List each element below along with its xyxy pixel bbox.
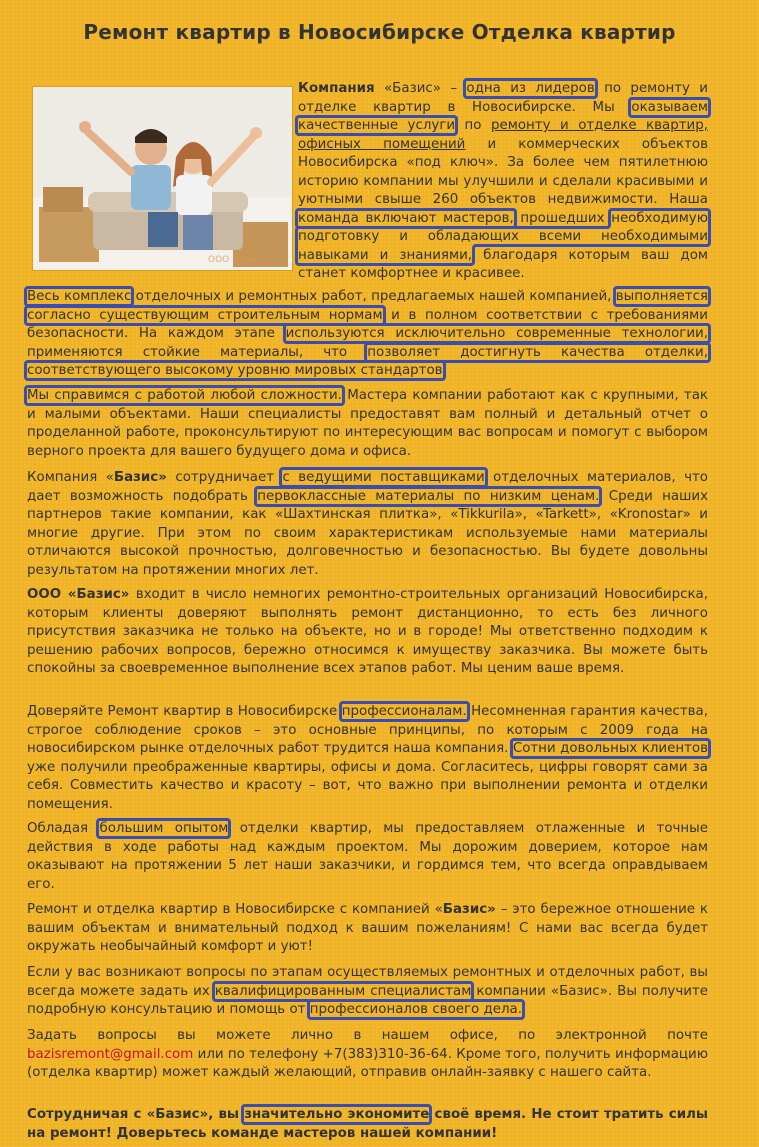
link-remote[interactable]: ремонт дистанционно	[351, 605, 519, 621]
highlight: первоклассные материалы по низким ценам.	[257, 488, 600, 504]
link-customers[interactable]: наши заказчики	[274, 858, 391, 873]
highlight: большим опытом	[99, 821, 229, 836]
link-renovation[interactable]: ремонту и отделке квартир, офисных помещений	[298, 118, 708, 152]
highlight: Весь комплекс	[27, 289, 132, 304]
highlight: оказываем качественные услуги	[298, 99, 708, 133]
highlight: квалифицированным специалистам	[214, 983, 472, 999]
paragraph-complex: Весь комплекс отделочных и ремонтных работ, предлагаемых нашей компанией, выполняется согласно существующим строительным нормам и в полном соответствии с требованиями безопасности. На каждом этапе используются исключительно современные технологии, применяются стойкие материалы, что позволяет достигнуть качества отделки, соответствующего высокому уровню мировых стандартов.	[27, 289, 708, 378]
man-shirt	[131, 165, 171, 210]
paragraph-remote: ООО «Базис» входит в число немногих ремонтно-строительных организаций Новосибирска, которым клиенты доверяют выполнять ремонт дистанционно, то есть без личного присутствия заказчика не только на объекте, но и в городе! Мы ответственно подходим к решению рабочих вопросов, бережно относимся к имуществу заказчика. Вы можете быть спокойны за своевременное выполнение всех этапов работ. Мы ценим ваше время.	[27, 587, 708, 676]
highlight: профессионалов своего дела.	[309, 1002, 523, 1017]
highlight: профессионалам.	[341, 704, 467, 719]
watermark: ООО Базис	[208, 255, 260, 265]
paragraph-comfort: Ремонт и отделка квартир в Новосибирске с компанией «Базис» – это бережное отношение к вашим объектам и внимательный подход к вашим пожеланиям! С нами вас всегда будет окружать необычайный комфорт и уют!	[27, 902, 708, 954]
highlight: используются исключительно современные технологии,	[285, 326, 708, 341]
paragraph-closing: Сотрудничая с «Базис», вы значительно экономите своё время. Не стоит тратить силы на ремонт! Доверьтесь команде мастеров нашей компании!	[27, 1107, 708, 1141]
highlight: Мы справимся с работой любой сложности.	[27, 388, 342, 403]
highlight: позволяет достигнуть качества отделки,	[367, 344, 708, 360]
highlight: значительно экономите	[244, 1107, 430, 1122]
highlight: выполняется согласно существующим строительным нормам	[27, 289, 708, 323]
box-left	[39, 207, 99, 262]
highlight: одна из лидеров	[466, 81, 595, 96]
paragraph-contacts: Задать вопросы вы можете лично в нашем офисе, по электронной почте bazisremont@gmail.com или по телефону +7(383)310-36-64. Кроме того, получить информацию (отделка квартир) может каждый желающий, отправив онлайн-заявку с нашего сайта.	[27, 1028, 708, 1080]
highlight: с ведущими поставщиками	[282, 470, 485, 485]
email-link[interactable]: bazisremont@gmail.com	[27, 1046, 194, 1062]
paragraph-intro: Компания «Базис» – одна из лидеров по ремонту и отделке квартир в Новосибирске. Мы оказываем качественные услуги по ремонту и отделке квартир, офисных помещений и коммерческих объектов Новосибирска «под ключ». За более чем пятилетнюю историю компании мы улучшили и сделали красивыми и уютными свыше 260 объектов недвижимости. Наша команда включают мастеров, прошедших необходимую подготовку и обладающих всеми необходимыми навыками и знаниями, благодаря которым ваш дом станет комфортнее и красивее.	[298, 81, 709, 281]
paragraph-questions: Если у вас возникают вопросы по этапам осуществляемых ремонтных и отделочных работ, вы всегда можете задать их квалифицированным специалистам компании «Базис». Вы получите подробную консультацию и помощь от профессионалов своего дела.	[27, 965, 709, 1017]
highlight: команда включают мастеров,	[298, 210, 514, 226]
paragraph-complexity: Мы справимся с работой любой сложности. Мастера компании работают как с крупными, так и малыми объектами. Наши специалисты предоставят вам полный и детальный отчет о проделанной работе, проконсультируют по интересующим вас вопросам и помогут с выбором верного проекта для вашего будущего дома и офиса.	[27, 388, 708, 459]
highlight: соответствующего высокому уровню мировых стандартов	[27, 363, 443, 378]
couple-photo	[32, 86, 293, 271]
paragraph-experience: Обладая большим опытом отделки квартир, мы предоставляем отлаженные и точные действия в ходе работы над каждым проектом. Мы дорожим доверием, которое нам оказывают на протяжении 5 лет наши заказчики, и гордимся тем, что всегда оправдываем его.	[27, 821, 708, 892]
paragraph-professionals: Доверяйте Ремонт квартир в Новосибирске профессионалам. Несомненная гарантия качества, строгое соблюдение сроков – это основные принципы, по которым с 2009 года на новосибирском рынке отделочных работ трудится наша компания. Сотни довольных клиентов уже получили преображенные квартиры, офисы и дома. Согласитесь, цифры говорят сами за себя. Совместить качество и красоту – вот, что важно при выполнении ремонта и отделки помещения.	[27, 704, 709, 812]
paragraph-suppliers: Компания «Базис» сотрудничает с ведущими поставщиками отделочных материалов, что дает возможность подобрать первоклассные материалы по низким ценам. Среди наших партнеров такие компании, как «Шахтинская плитка», «Tikkurila», «Tarkett», «Kronostar» и многие другие. При этом по своим характеристикам используемые нами материалы отличаются высокой прочностью, долговечностью и безопасностью. Вы будете довольны результатом на протяжении многих лет.	[27, 470, 709, 578]
page-title: Ремонт квартир в Новосибирске Отделка квартир	[83, 20, 676, 44]
highlight: Сотни довольных клиентов	[512, 741, 708, 756]
highlight: необходимую подготовку и обладающих всеми необходимыми навыками и знаниями,	[298, 210, 709, 263]
woman-shirt	[176, 175, 212, 215]
